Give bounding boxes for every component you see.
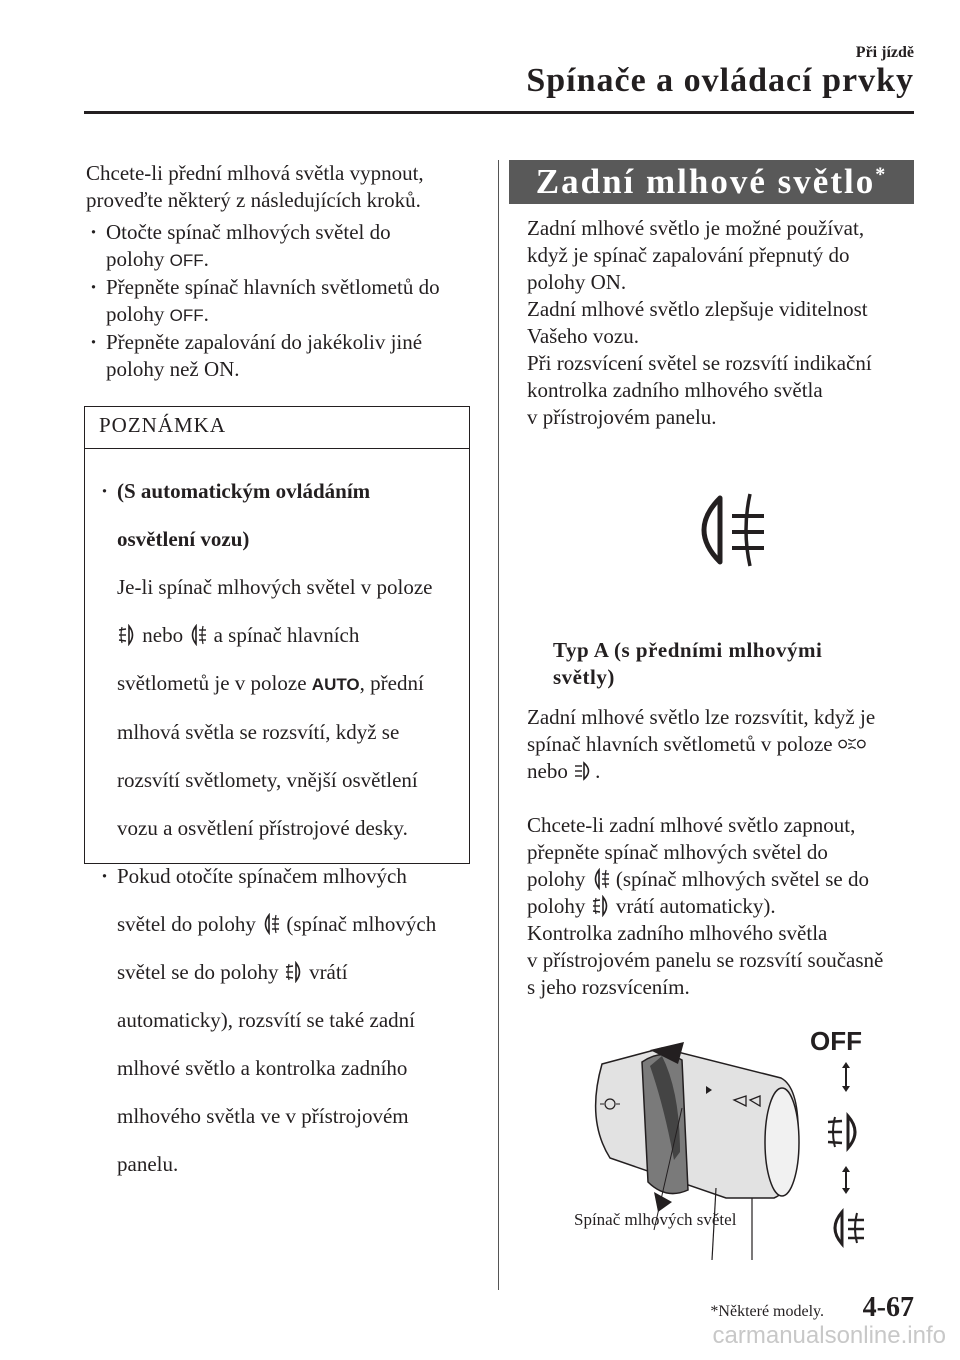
right-column — [527, 215, 915, 1001]
header-rule — [84, 111, 914, 114]
right-p8: v přístrojovém panelu. — [527, 405, 717, 429]
note-2-line-7: panelu. — [117, 1152, 179, 1176]
right-r4 — [527, 893, 915, 920]
right-p6: Při rozsvícení světel se rozsvítí indikační — [527, 351, 872, 375]
right-q2-text: spínač hlavních světlometů v poloze — [527, 732, 833, 756]
column-divider — [498, 160, 499, 1290]
right-r3 — [527, 866, 915, 893]
section-title-text: Zadní mlhové světlo — [535, 162, 876, 201]
note-heading: POZNÁMKA — [85, 407, 469, 449]
note-2-line-2 — [117, 911, 455, 938]
right-p2: když je spínač zapalování přepnutý do — [527, 243, 850, 267]
section-title-star: * — [875, 163, 888, 186]
note-box — [84, 406, 470, 1176]
page-title: Spínače a ovládací prvky — [526, 62, 914, 99]
note-2-line-6: mlhového světla ve v přístrojovém — [117, 1104, 409, 1128]
page-number: 4-67 — [862, 1292, 914, 1323]
right-r3-b: (spínač mlhových světel se do — [615, 867, 869, 891]
note-2-line-1: · Pokud otočíte spínačem mlhových — [117, 864, 407, 888]
note-2-line-3-b: vrátí — [309, 960, 348, 984]
right-q3-text: nebo — [527, 759, 568, 783]
bullet-1-line-2: polohy OFF. — [106, 247, 209, 271]
header-section: Při jízdě — [855, 44, 914, 61]
off-label: OFF — [169, 251, 204, 270]
note-1-line-1: Je-li spínač mlhových světel v poloze — [117, 575, 433, 599]
rear-fog-position-icon — [835, 1212, 864, 1244]
front-fog-icon — [591, 895, 611, 917]
rear-fog-indicator-icon — [670, 480, 780, 580]
note-1-line-2 — [117, 622, 455, 649]
footnote: *Některé modely. — [710, 1303, 824, 1320]
list-item — [86, 219, 470, 274]
note-1-bold-1: · (S automatickým ovládáním — [117, 479, 371, 503]
bullet-3-line-2: polohy než ON. — [106, 357, 240, 381]
right-q3: nebo . — [527, 759, 601, 783]
bullet-3-line-1: · Přepněte zapalování do jakékoliv jiné — [106, 330, 423, 354]
list-item — [86, 274, 470, 329]
right-q2 — [527, 731, 915, 758]
note-2-line-3-a: světel se do polohy — [117, 960, 279, 984]
note-1-line-5: rozsvítí světlomety, vnější osvětlení — [117, 768, 418, 792]
right-r2: přepněte spínač mlhových světel do — [527, 840, 828, 864]
front-fog-icon — [117, 624, 137, 646]
note-1-bold-2: osvětlení vozu) — [117, 527, 250, 551]
note-1-line-3 — [117, 670, 455, 698]
note-2-line-2-b: (spínač mlhových — [286, 912, 437, 936]
right-r4-a: polohy — [527, 894, 586, 918]
note-1-line-3-a: světlometů je v poloze — [117, 671, 307, 695]
intro-line-1: Chcete-li přední mlhová světla vypnout, — [86, 161, 424, 185]
note-1-nebo: nebo — [142, 623, 184, 647]
type-heading-1: Typ A (s předními mlhovými — [553, 638, 823, 662]
note-2-line-4: automaticky), rozsvítí se také zadní — [117, 1008, 415, 1032]
right-p1: Zadní mlhové světlo je možné používat, — [527, 216, 865, 240]
watermark: carmanualsonline.info — [712, 1322, 946, 1349]
rear-fog-icon — [188, 624, 208, 646]
right-r7: s jeho rozsvícením. — [527, 975, 690, 999]
note-1-line-6: vozu a osvětlení přístrojové desky. — [117, 816, 408, 840]
figure-off-label: OFF — [810, 1026, 862, 1056]
right-q1: Zadní mlhové světlo lze rozsvítit, když je — [527, 705, 876, 729]
right-r4-b: vrátí automaticky). — [615, 894, 776, 918]
right-p3: polohy ON. — [527, 270, 627, 294]
rear-fog-icon — [261, 913, 281, 935]
bullet-2-line-2: polohy OFF. — [106, 302, 209, 326]
list-item — [99, 478, 455, 842]
section-title — [509, 160, 914, 204]
figure-caption: Spínač mlhových světel — [574, 1210, 737, 1229]
note-1-line-4: mlhová světla se rozsvítí, když se — [117, 720, 400, 744]
right-p5: Vašeho vozu. — [527, 324, 639, 348]
rear-fog-icon — [591, 868, 611, 890]
note-body — [85, 449, 469, 1178]
right-r1: Chcete-li zadní mlhové světlo zapnout, — [527, 813, 856, 837]
list-item — [99, 863, 455, 1178]
bullet-2-polohy: polohy — [106, 302, 165, 326]
parking-light-icon — [838, 733, 866, 755]
right-r6: v přístrojovém panelu se rozsvítí současně — [527, 948, 884, 972]
front-fog-position-icon — [828, 1116, 855, 1148]
auto-label: AUTO — [311, 675, 360, 694]
left-column — [86, 160, 470, 383]
bullet-1-line-1: · Otočte spínač mlhových světel do — [106, 220, 391, 244]
headlight-icon — [573, 760, 595, 782]
front-fog-icon — [284, 961, 304, 983]
fog-switch-figure — [566, 1020, 896, 1260]
right-p7: kontrolka zadního mlhového světla — [527, 378, 823, 402]
note-2-line-5: mlhové světlo a kontrolka zadního — [117, 1056, 408, 1080]
intro-line-2: proveďte některý z následujících kroků. — [86, 188, 421, 212]
bullet-2-line-1: · Přepněte spínač hlavních světlometů do — [106, 275, 440, 299]
type-heading-2: světly) — [553, 665, 615, 689]
right-r5: Kontrolka zadního mlhového světla — [527, 921, 828, 945]
bullet-1-polohy: polohy — [106, 247, 165, 271]
note-1-line-3-b: , přední — [359, 671, 424, 695]
list-item — [86, 329, 470, 383]
off-label: OFF — [169, 306, 204, 325]
note-2-line-3 — [117, 959, 455, 986]
right-r3-a: polohy — [527, 867, 586, 891]
right-p4: Zadní mlhové světlo zlepšuje viditelnost — [527, 297, 868, 321]
note-2-line-2-a: světel do polohy — [117, 912, 256, 936]
note-1-line-2-end: a spínač hlavních — [213, 623, 360, 647]
